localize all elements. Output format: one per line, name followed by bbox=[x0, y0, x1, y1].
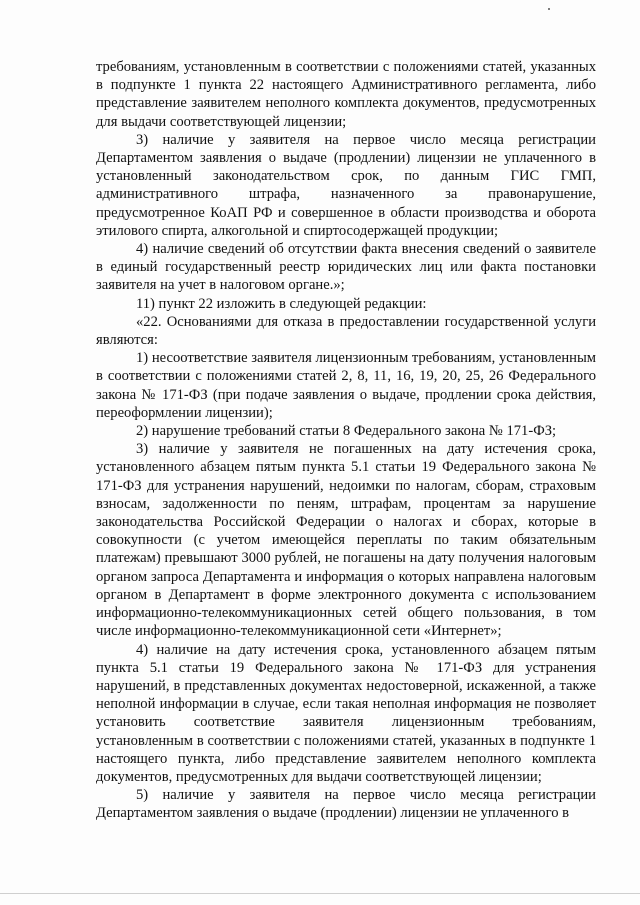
paragraph-clause-22-item-5: 5) наличие у заявителя на первое число месяца регистрации Департаментом заявления о выдаче (продлении) лицензии не уплаченного в bbox=[96, 787, 596, 822]
paragraph-amendment-11: 11) пункт 22 изложить в следующей редакции: bbox=[136, 295, 427, 312]
paragraph-clause-22-heading: «22. Основаниями для отказа в предоставлении государственной услуги являются: bbox=[96, 313, 596, 349]
document-body bbox=[96, 58, 596, 823]
paragraph-item-4-registry: 4) наличие сведений об отсутствии факта внесения сведений о заявителе в единый государственный реестр юридических лиц или факта постановки заявителя на учет в налоговом органе.»; bbox=[96, 241, 596, 294]
paragraph-clause-22-item-3: 3) наличие у заявителя не погашенных на дату истечения срока, установленного абзацем пятым пункта 5.1 статьи 19 Федерального закона № 171-ФЗ для устранения нарушений, недоимки по налогам, сборам, страховым взносам, задолженности по пеням, штрафам, процентам за нарушение законодательства Российской Федерации о налогах и сборах, которые в совокупности (с учетом имеющейся переплаты по таким обязательным платежам) превышают 3000 рублей, не погашены на дату получения налоговым органом запроса Департамента и информация о которых направлена налоговым органом в Департамент в форме электронного документа с использованием информационно-телекоммуникационных сетей общего пользования, в том числе информационно-телекоммуникационной сети «Интернет»; bbox=[96, 441, 596, 640]
scan-speck bbox=[548, 8, 550, 10]
paragraph-clause-22-item-4: 4) наличие на дату истечения срока, установленного абзацем пятым пункта 5.1 статьи 19 Федерального закона № 171-ФЗ для устранения нарушений, в представленных документах недостоверной, искаженной, а также неполной информации в случае, если такая неполная информация не позволяет установить соответствие заявителя лицензионным требованиям, установленным в соответствии с положениями статей, указанных в подпункте 1 настоящего пункта, либо представление заявителем неполного комплекта документов, предусмотренных для выдачи соответствующей лицензии; bbox=[96, 641, 596, 785]
paragraph-item-3-fine: 3) наличие у заявителя на первое число месяца регистрации Департаментом заявления о выдаче (продлении) лицензии не уплаченного в установленный законодательством срок, по данным ГИС ГМП, административного штрафа, назначенного за правонарушение, предусмотренное КоАП РФ и совершенное в области производства и оборота этилового спирта, алкогольной и спиртосодержащей продукции; bbox=[96, 131, 596, 239]
paragraph-clause-22-item-1: 1) несоответствие заявителя лицензионным требованиям, установленным в соответствии с положениями статей 2, 8, 11, 16, 19, 20, 25, 26 Федерального закона № 171-ФЗ (при подаче заявления о выдаче, продлении срока действия, переоформлении лицензии); bbox=[96, 350, 596, 421]
paragraph-clause-22-item-2: 2) нарушение требований статьи 8 Федерального закона № 171-ФЗ; bbox=[136, 423, 557, 440]
page-bottom-edge bbox=[0, 893, 640, 894]
paragraph-continuation: требованиям, установленным в соответствии с положениями статей, указанных в подпункте 1 пункта 22 настоящего Административного регламента, либо представление заявителем неполного комплекта документов, предусмотренных для выдачи соответствующей лицензии; bbox=[96, 59, 596, 130]
